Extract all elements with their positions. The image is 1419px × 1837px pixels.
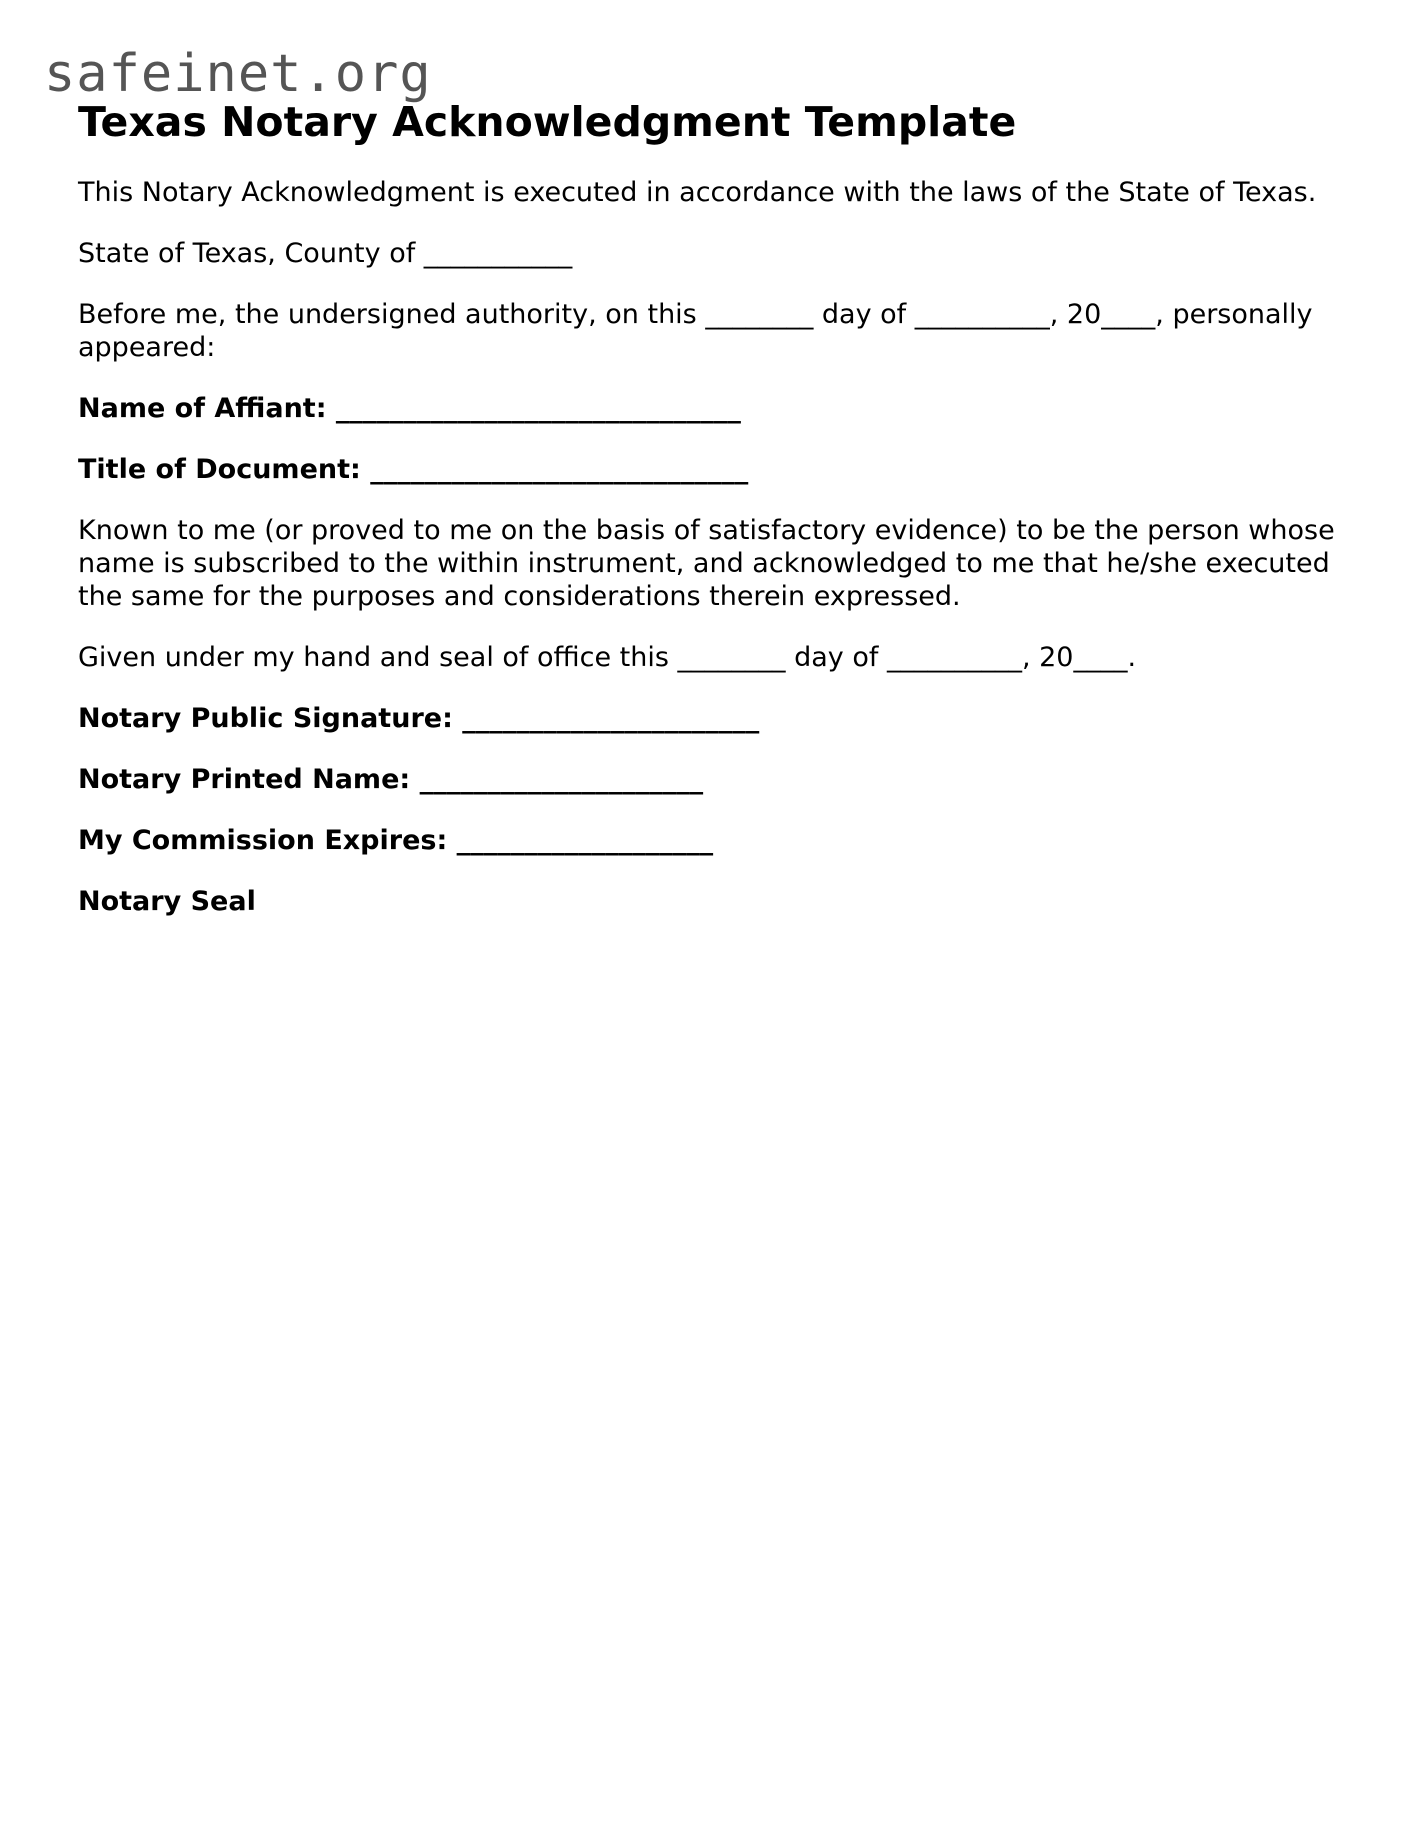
notary-signature-field: Notary Public Signature: ______________________ [78, 703, 760, 734]
county-line: State of Texas, County of ___________ [78, 238, 573, 269]
document-body [78, 96, 1338, 918]
affiant-name-field: Name of Affiant: ______________________________ [78, 393, 741, 424]
known-paragraph: Known to me (or proved to me on the basis of satisfactory evidence) to be the person whose name is subscribed to the within instrument, and acknowledged to me that he/she executed the same for the purposes and considerations therein expressed. [78, 515, 1335, 612]
given-under-hand-line: Given under my hand and seal of office this ________ day of __________, 20____. [78, 642, 1137, 673]
intro-paragraph: This Notary Acknowledgment is executed in accordance with the laws of the State of Texas. [78, 177, 1317, 208]
watermark: safeinet.org [44, 44, 432, 104]
notary-seal-label: Notary Seal [78, 886, 256, 917]
document-title-field: Title of Document: ____________________________ [78, 454, 749, 485]
notary-printed-name-field: Notary Printed Name: _____________________ [78, 764, 704, 795]
appearance-paragraph: Before me, the undersigned authority, on this ________ day of __________, 20____, personally appeared: [78, 299, 1313, 363]
page-title: Texas Notary Acknowledgment Template [78, 98, 1017, 146]
commission-expires-field: My Commission Expires: ___________________ [78, 825, 714, 856]
